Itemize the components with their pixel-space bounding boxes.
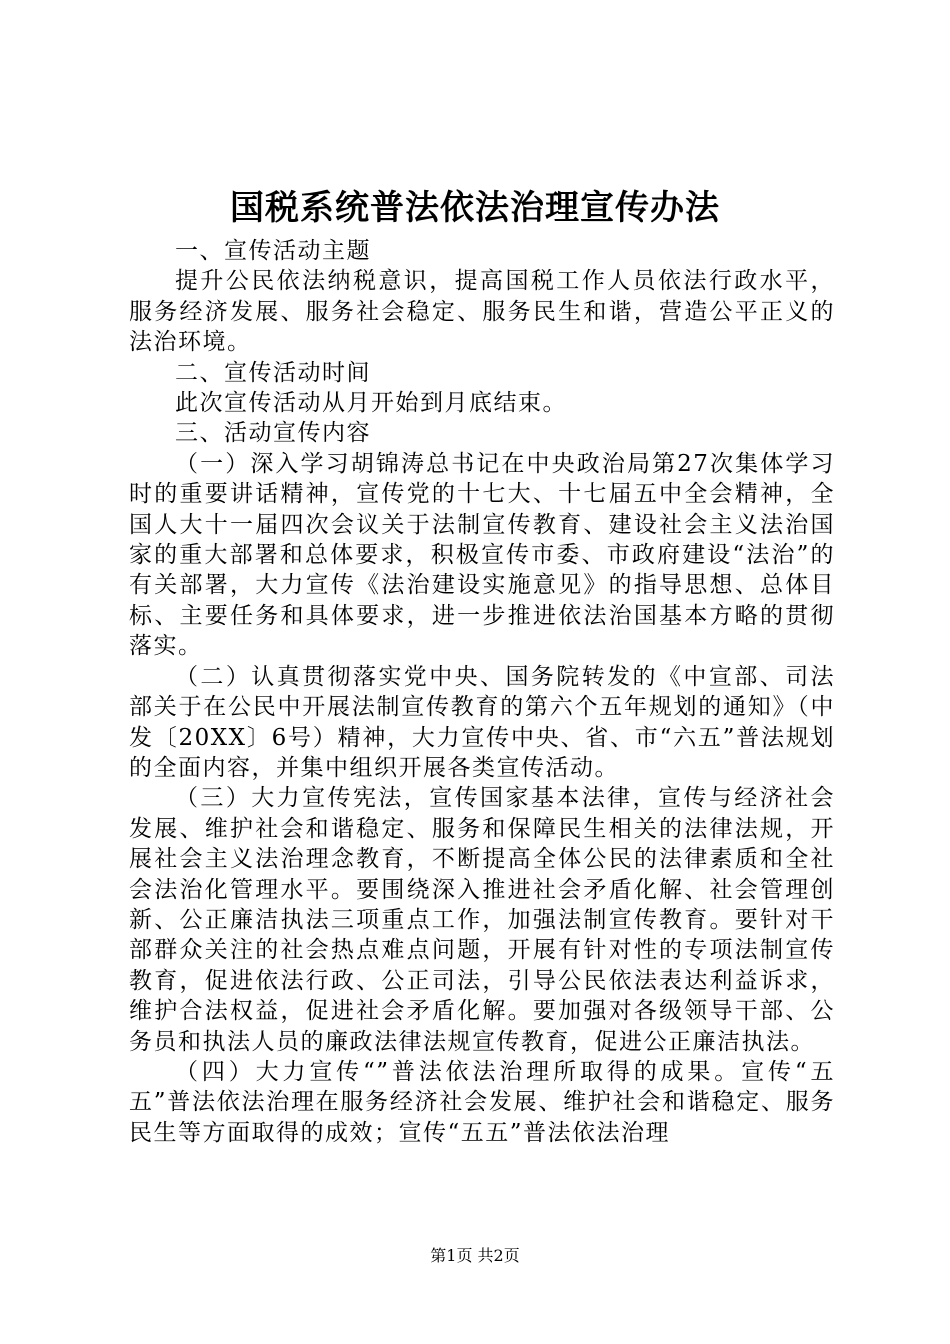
paragraph-item-4: （四）大力宣传“”普法依法治理所取得的成果。宣传“五五”普法依法治理在服务经济社会发展、维护社会和谐稳定、服务民生等方面取得的成效；宣传“五五”普法依法治理 (129, 1058, 835, 1146)
section-heading-content: 三、活动宣传内容 (175, 420, 371, 447)
document-title: 国税系统普法依法治理宣传办法 (230, 188, 720, 228)
paragraph-time: 此次宣传活动从月开始到月底结束。 (175, 390, 567, 417)
paragraph-item-2: （二）认真贯彻落实党中央、国务院转发的《中宣部、司法部关于在公民中开展法制宣传教育的第六个五年规划的通知》（中发〔20XX〕6号）精神，大力宣传中央、省、市“六五”普法规划的全面内容，并集中组织开展各类宣传活动。 (129, 663, 835, 781)
section-heading-time: 二、宣传活动时间 (175, 359, 371, 386)
document-body (129, 236, 835, 1148)
paragraph-item-1: （一）深入学习胡锦涛总书记在中央政治局第27次集体学习时的重要讲话精神，宣传党的十七大、十七届五中全会精神，全国人大十一届四次会议关于法制宣传教育、建设社会主义法治国家的重大部署和总体要求，积极宣传市委、市政府建设“法治”的有关部署，大力宣传《法治建设实施意见》的指导思想、总体目标、主要任务和具体要求，进一步推进依法治国基本方略的贯彻落实。 (129, 450, 835, 660)
paragraph-item-3: （三）大力宣传宪法，宣传国家基本法律，宣传与经济社会发展、维护社会和谐稳定、服务和保障民生相关的法律法规，开展社会主义法治理念教育，不断提高全体公民的法律素质和全社会法治化管理水平。要围绕深入推进社会矛盾化解、社会管理创新、公正廉洁执法三项重点工作，加强法制宣传教育。要针对干部群众关注的社会热点难点问题，开展有针对性的专项法制宣传教育，促进依法行政、公正司法，引导公民依法表达利益诉求，维护合法权益，促进社会矛盾化解。要加强对各级领导干部、公务员和执法人员的廉政法律法规宣传教育，促进公正廉洁执法。 (129, 785, 835, 1055)
page-footer: 第1页 共2页 (430, 1246, 520, 1265)
paragraph-theme: 提升公民依法纳税意识，提高国税工作人员依法行政水平，服务经济发展、服务社会稳定、服务民生和谐，营造公平正义的法治环境。 (129, 268, 835, 356)
section-heading-theme: 一、宣传活动主题 (175, 238, 371, 264)
